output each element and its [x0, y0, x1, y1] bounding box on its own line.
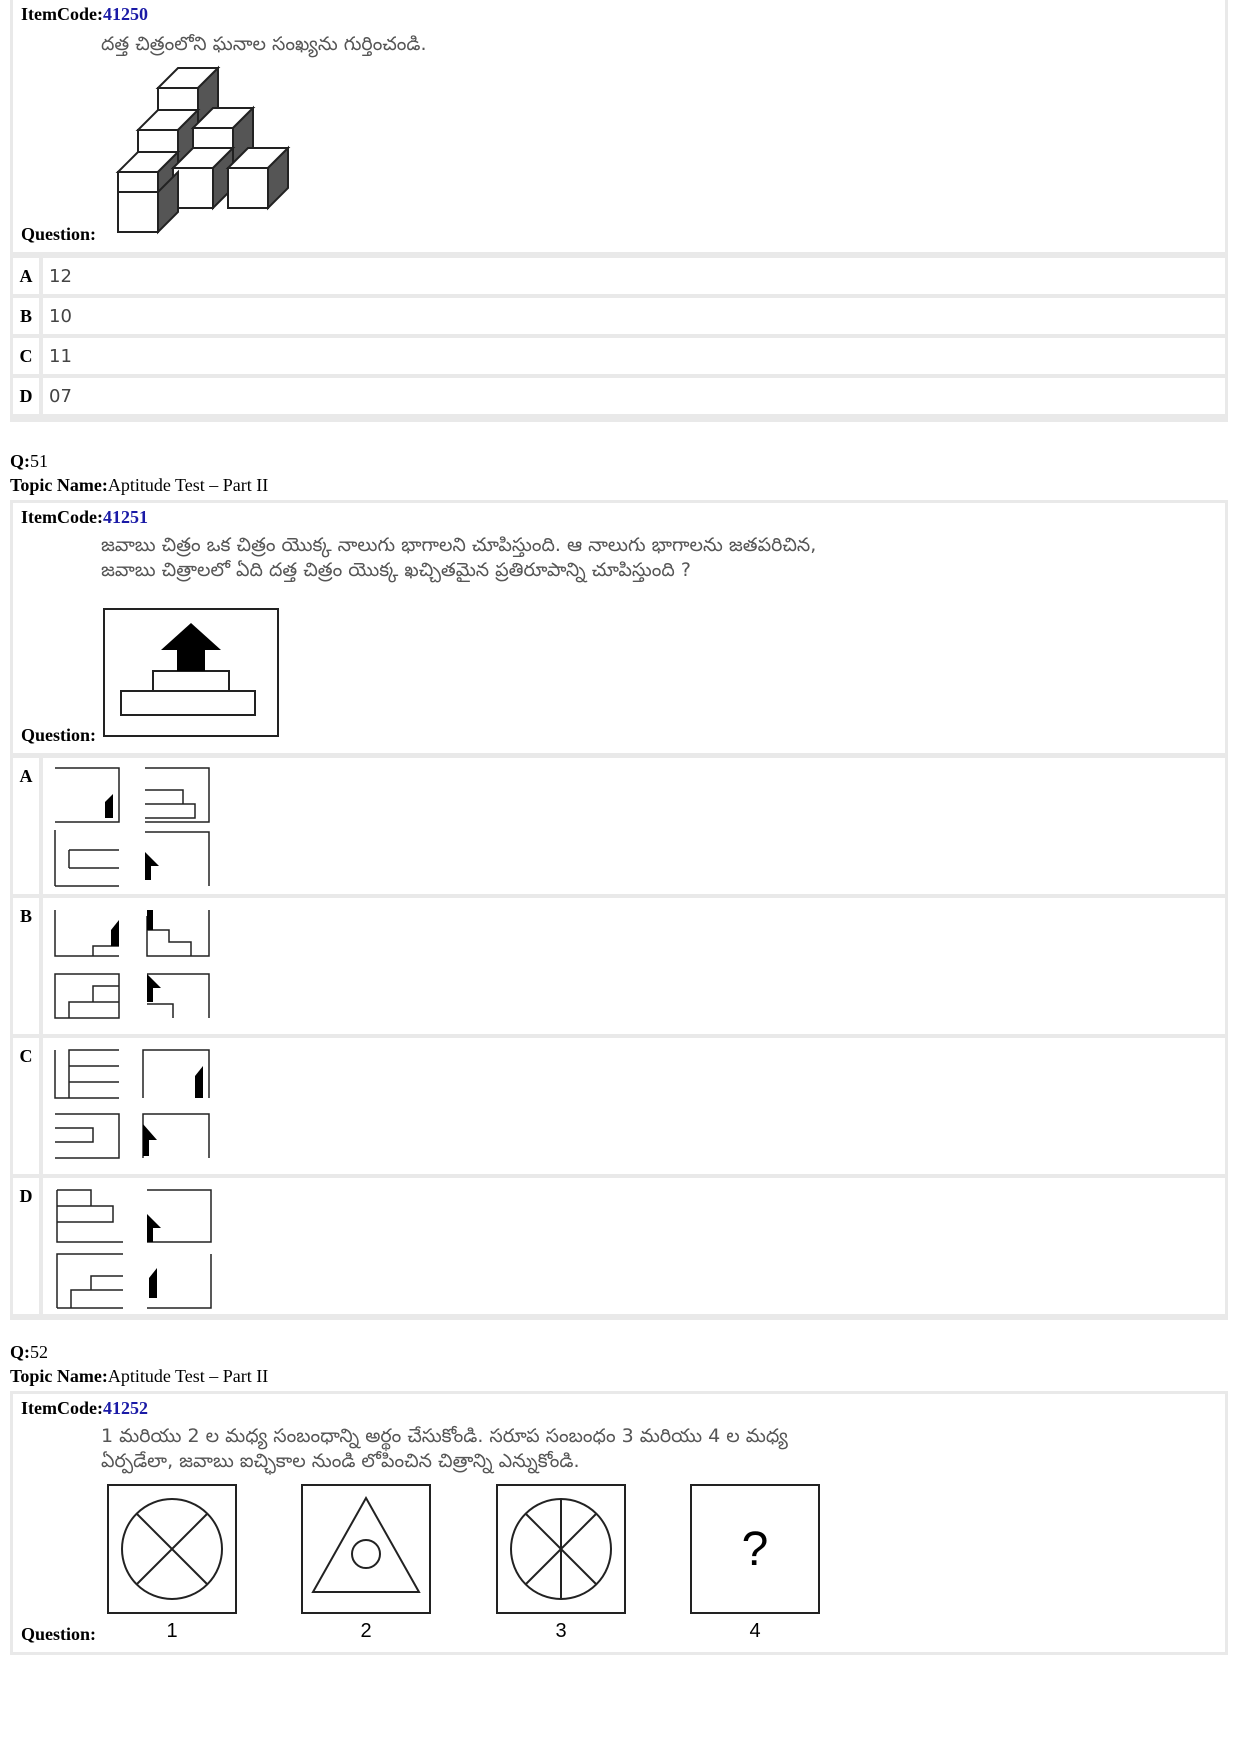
question-cell [13, 0, 1225, 252]
option-figure [43, 1038, 1225, 1174]
question-card-41251 [10, 500, 1228, 1320]
question-number [10, 449, 48, 473]
option-a-pieces [53, 764, 213, 888]
option-b[interactable] [13, 898, 1225, 1034]
figure-number: 2 [360, 1620, 372, 1642]
question-text: జవాబు చిత్రం ఒక చిత్రం యొక్క నాలుగు భాగాలని చూపిస్తుంది. ఆ నాలుగు భాగాలను జతపరిచిన, జవాబు చిత్రాలలో ఏది దత్త చిత్రం యొక్క ఖచ్చితమైన ప్రతిరూపాన్ని చూపిస్తుంది ? [101, 534, 817, 581]
wide-step [121, 691, 255, 715]
item-code [21, 507, 148, 528]
question-text: 1 మరియు 2 ల మధ్య సంబంధాన్ని అర్థం చేసుకోండి. సరూప సంబంధం 3 మరియు 4 ల మధ్య ఏర్పడేలా, జవాబు ఐచ్ఛికాల నుండి లోపించిన చిత్రాన్ని ఎన్నుకోండి. [101, 1425, 788, 1472]
option-letter: D [13, 378, 39, 414]
option-b-pieces [53, 906, 213, 1026]
item-code-value: 41251 [102, 507, 148, 527]
option-c[interactable] [13, 338, 1225, 374]
question-cell [13, 503, 1225, 753]
option-letter: B [13, 298, 39, 334]
item-code-value: 41250 [102, 4, 148, 24]
item-code-value: 41252 [102, 1398, 148, 1418]
item-code-label: ItemCode: [21, 507, 103, 527]
topic-value: Aptitude Test – Part II [107, 1366, 269, 1386]
question-cell [13, 1394, 1225, 1652]
q-number: 51 [30, 451, 48, 471]
option-value: 11 [43, 338, 1225, 374]
option-letter: B [13, 898, 39, 1034]
option-a[interactable] [13, 258, 1225, 294]
option-value: 07 [43, 378, 1225, 414]
question-label: Question: [21, 224, 97, 244]
question-card-41252 [10, 1391, 1228, 1655]
question-card-41250 [10, 0, 1228, 422]
option-d[interactable] [13, 378, 1225, 414]
option-c[interactable] [13, 1038, 1225, 1174]
option-figure [43, 1178, 1225, 1314]
option-c-pieces [53, 1046, 213, 1166]
option-figure [43, 758, 1225, 894]
figure-number: 3 [555, 1620, 567, 1642]
option-value: 12 [43, 258, 1225, 294]
figure-3-circle-spokes [496, 1484, 628, 1616]
option-letter: A [13, 758, 39, 894]
figure-1-circle-x [107, 1484, 239, 1616]
figure-number: 4 [749, 1620, 761, 1642]
narrow-step [153, 671, 229, 691]
option-b[interactable] [13, 298, 1225, 334]
question-text: దత్త చిత్రంలోని ఘనాల సంఖ్యను గుర్తించండి. [101, 33, 427, 55]
option-d-pieces [55, 1186, 215, 1310]
q-number: 52 [30, 1342, 48, 1362]
q-label: Q: [10, 451, 30, 471]
item-code [21, 1398, 148, 1419]
question-label: Question: [21, 725, 97, 745]
topic-name [10, 1364, 268, 1388]
option-letter: C [13, 1038, 39, 1174]
cube-stack-figure [103, 60, 313, 245]
missing-figure-mark: ? [741, 1523, 769, 1576]
option-a[interactable] [13, 758, 1225, 894]
topic-name [10, 473, 268, 497]
option-letter: A [13, 258, 39, 294]
topic-label: Topic Name: [10, 475, 108, 495]
option-letter: C [13, 338, 39, 374]
option-figure [43, 898, 1225, 1034]
item-code [21, 4, 148, 25]
figure-2-triangle-circle [301, 1484, 433, 1616]
option-letter: D [13, 1178, 39, 1314]
topic-value: Aptitude Test – Part II [107, 475, 269, 495]
q-label: Q: [10, 1342, 30, 1362]
option-value: 10 [43, 298, 1225, 334]
item-code-label: ItemCode: [21, 1398, 103, 1418]
topic-label: Topic Name: [10, 1366, 108, 1386]
question-number [10, 1340, 48, 1364]
item-code-label: ItemCode: [21, 4, 103, 24]
option-d[interactable] [13, 1178, 1225, 1314]
question-label: Question: [21, 1624, 97, 1644]
figure-number: 1 [166, 1620, 178, 1642]
arrow-on-steps-figure [103, 608, 279, 738]
